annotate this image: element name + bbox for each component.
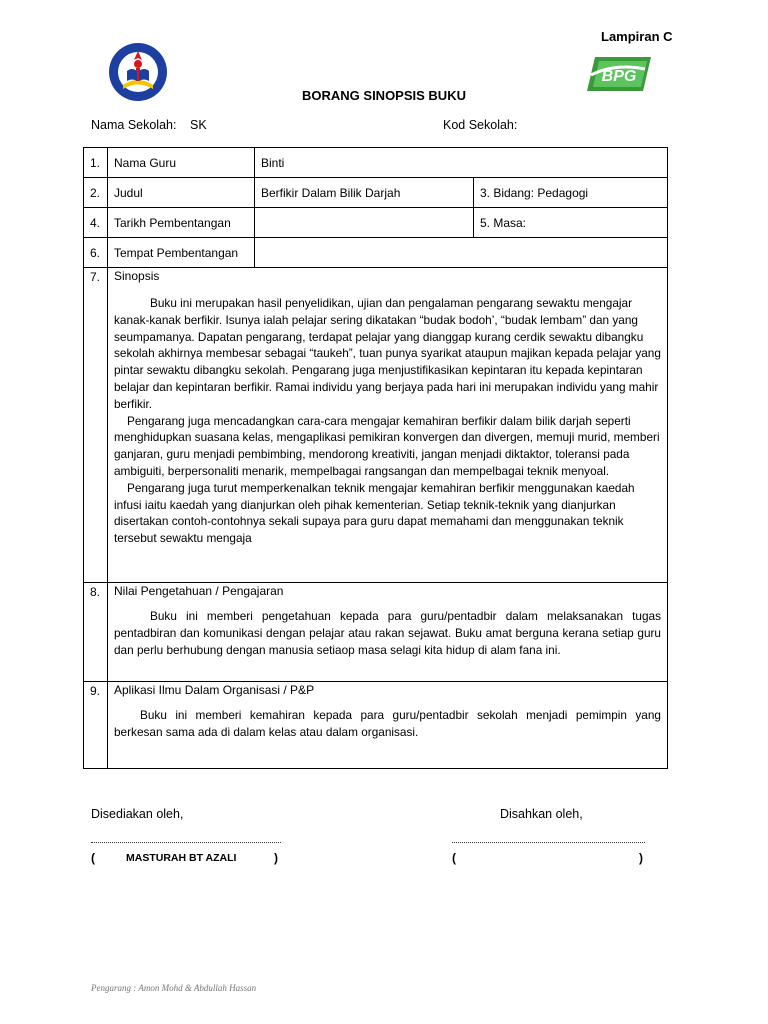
field-bidang[interactable]: 3. Bidang: Pedagogi xyxy=(474,178,668,208)
row-number: 6. xyxy=(84,238,108,268)
field-label: Tarikh Pembentangan xyxy=(108,208,255,238)
form-title: BORANG SINOPSIS BUKU xyxy=(302,88,466,103)
open-paren: ( xyxy=(452,851,456,865)
synopsis-form-table xyxy=(83,147,668,769)
sinopsis-title: Sinopsis xyxy=(114,269,160,283)
field-label: Judul xyxy=(108,178,255,208)
approved-signature-line[interactable] xyxy=(452,836,645,843)
footer-author-note: Pengarang : Amon Mohd & Abdullah Hassan xyxy=(91,983,257,993)
row-nilai xyxy=(84,583,668,682)
prepared-name: MASTURAH BT AZALI xyxy=(126,852,237,864)
aplikasi-title: Aplikasi Ilmu Dalam Organisasi / P&P xyxy=(114,683,315,697)
aplikasi-paragraph: Buku ini memberi kemahiran kepada para guru/pentadbir sekolah menjadi pemimpin yang berkesan sama ada di dalam kelas atau dalam organisasi. xyxy=(114,708,661,739)
close-paren: ) xyxy=(639,851,643,865)
row-number: 1. xyxy=(84,148,108,178)
close-paren: ) xyxy=(274,851,278,865)
teacher-name-value[interactable]: Binti xyxy=(255,148,668,178)
school-name-label: Nama Sekolah: xyxy=(91,118,177,132)
row-number: 2. xyxy=(84,178,108,208)
sinopsis-paragraph-2: Pengarang juga mencadangkan cara-cara mengajar kemahiran berfikir dalam bilik darjah seperti menghidupkan suasana kelas, mengaplikasi pemikiran konvergen dan divergen, memuji murid, memberi ganjaran, guru menjadi pembimbing, mendorong kreativiti, jangan menjadi diktaktor, toleransi pada ambiguiti, berpersonaliti menarik, mempelbagai rangsangan dan mempelbagai teknik menyoal. xyxy=(114,413,660,478)
presentation-place-value[interactable] xyxy=(255,238,668,268)
sinopsis-paragraph-1: Buku ini merupakan hasil penyelidikan, ujian dan pengalaman pengarang sewaktu mengajar kanak-kanak berfikir. Isunya ialah pelajar sering dikatakan “budak bodoh’, “budak lembam” dan yang seumpamanya. Dapatan pengarang, terdapat pelajar yang dianggap kurang cerdik sewaktu dibangku sekolah akhirnya membesar sebagai “taukeh”, tuan punya syarikat ataupun majikan kepada pelajar yang pintar sewaktu dibangku sekolah. Pengarang juga menjustifikasikan kepintaran itu kepada kepintaran belajar dan kepintaran berfikir. Ramai individu yang berjaya pada hari ini merupakan individu yang mahir berfikir. xyxy=(114,296,661,411)
row-tarikh xyxy=(84,208,668,238)
prepared-by-label: Disediakan oleh, xyxy=(91,807,184,821)
svg-text:BPG: BPG xyxy=(601,68,637,85)
row-nama-guru xyxy=(84,148,668,178)
open-paren: ( xyxy=(91,851,95,865)
school-name-value: SK xyxy=(190,118,207,132)
approved-by-label: Disahkan oleh, xyxy=(500,807,583,821)
row-aplikasi xyxy=(84,682,668,769)
field-label: Tempat Pembentangan xyxy=(108,238,255,268)
field-masa[interactable]: 5. Masa: xyxy=(474,208,668,238)
row-judul xyxy=(84,178,668,208)
row-tempat xyxy=(84,238,668,268)
field-label: Nama Guru xyxy=(108,148,255,178)
aplikasi-cell[interactable] xyxy=(108,682,668,769)
book-title-value[interactable]: Berfikir Dalam Bilik Darjah xyxy=(255,178,474,208)
row-number: 7. xyxy=(84,268,108,583)
nilai-paragraph: Buku ini memberi pengetahuan kepada para guru/pentadbir dalam melaksanakan tugas pentadbiran dan komunikasi dengan pelajar atau rakan sejawat. Buku amat berguna kerana setiap guru dan perlu berhubung dengan manusia setiaop masa selagi kita hidup di alam fana ini. xyxy=(114,609,661,657)
presentation-date-value[interactable] xyxy=(255,208,474,238)
row-sinopsis xyxy=(84,268,668,583)
nilai-title: Nilai Pengetahuan / Pengajaran xyxy=(114,584,284,598)
row-number: 8. xyxy=(84,583,108,682)
nilai-cell[interactable] xyxy=(108,583,668,682)
lampiran-label: Lampiran C xyxy=(601,29,673,44)
row-number: 4. xyxy=(84,208,108,238)
sinopsis-cell[interactable] xyxy=(108,268,668,583)
prepared-signature-line[interactable] xyxy=(91,836,281,843)
sinopsis-paragraph-3: Pengarang juga turut memperkenalkan teknik mengajar kemahiran berfikir menggunakan kaedah infusi iaitu kaedah yang dianjurkan oleh pihak kementerian. Setiap teknik-teknik yang dianjurkan disertakan contoh-contohnya sekali supaya para guru dapat memahami dan menggunakan teknik tersebut sewaktu mengaja xyxy=(114,480,635,546)
school-code-label: Kod Sekolah: xyxy=(443,118,518,132)
row-number: 9. xyxy=(84,682,108,769)
